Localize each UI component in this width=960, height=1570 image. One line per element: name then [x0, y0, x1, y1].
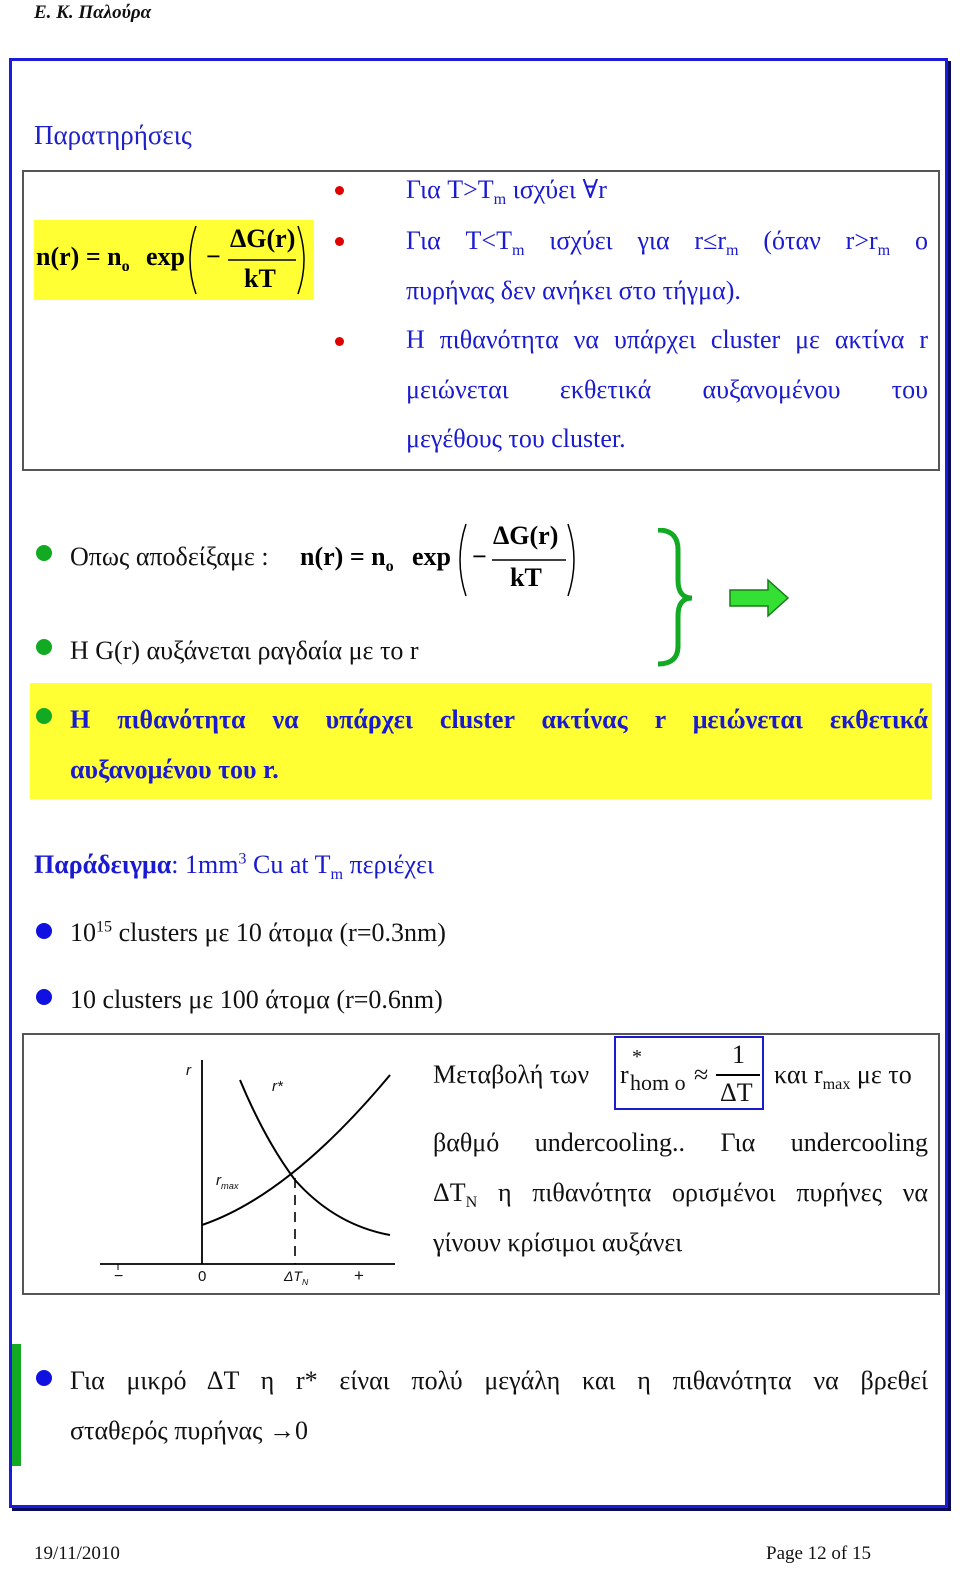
- section-title: Παρατηρήσεις: [34, 120, 192, 150]
- variation-approx: ≈: [694, 1060, 709, 1089]
- variation-star: *: [632, 1046, 642, 1068]
- variation-suffix: και $r_{max}$ με το: [774, 1060, 912, 1094]
- nucleation-graph: [90, 1050, 410, 1290]
- obs-line-3: Η πιθανότητα να υπάρχει cluster με ακτίνα r: [406, 325, 928, 354]
- x-tick-delta-tn: $\Delta T_N$: [284, 1268, 309, 1287]
- formula-num: ΔG(r): [230, 224, 296, 253]
- formula-highlight: [34, 220, 314, 300]
- bullet-dot: [335, 186, 344, 195]
- formula-exp: exp: [146, 242, 185, 271]
- bullet-dot: [335, 237, 344, 246]
- conclusion-line-2: αυξανομένου του r.: [70, 755, 279, 784]
- final-line-2: σταθερός πυρήνας →0: [70, 1416, 308, 1445]
- final-accent-bar: [12, 1344, 21, 1466]
- conclusion-line-1: Η πιθανότητα να υπάρχει cluster ακτίνας r μειώνεται εκθετικά: [70, 705, 928, 734]
- graph-curve-label: r*: [272, 1078, 283, 1095]
- variation-r: r: [620, 1060, 629, 1089]
- bullet-dot: [36, 639, 52, 655]
- proof-formula-den: kT: [510, 563, 542, 592]
- obs-line-3b: μειώνεται εκθετικά αυξανομένου του: [406, 375, 928, 404]
- bullet-dot: [36, 1370, 52, 1386]
- variation-formula-box: [614, 1036, 764, 1110]
- example-bullet-2: 10 clusters με 100 άτομα (r=0.6nm): [70, 985, 443, 1014]
- proof-formula-exp: exp: [412, 542, 451, 571]
- proof-formula-minus: −: [472, 542, 487, 571]
- r-star-curve: [240, 1080, 390, 1235]
- author-header: Ε. Κ. Παλούρα: [34, 2, 152, 23]
- proof-line-2: Η G(r) αυξάνεται ραγδαία με το r: [70, 636, 419, 665]
- variation-line-4: γίνουν κρίσιμοι αυξάνει: [433, 1228, 683, 1257]
- variation-line-2: βαθμό undercooling.. Για undercooling: [433, 1128, 928, 1157]
- x-tick-plus: +: [354, 1266, 364, 1285]
- obs-line-2b: πυρήνας δεν ανήκει στο τήγμα).: [406, 276, 741, 305]
- obs-line-3c: μεγέθους του cluster.: [406, 424, 626, 453]
- example-line: Παράδειγμα: $1mm^3$ Cu at $T_m$ περιέχει: [34, 850, 434, 884]
- proof-formula-num: ΔG(r): [493, 521, 559, 550]
- variation-num: 1: [732, 1040, 745, 1069]
- bullet-dot: [36, 989, 52, 1005]
- brace-arrow-icon: [650, 528, 800, 668]
- x-tick-zero: 0: [198, 1268, 207, 1285]
- bullet-dot: [335, 337, 344, 346]
- bullet-dot: [36, 923, 52, 939]
- variation-sub: hom o: [630, 1070, 686, 1095]
- formula-den: kT: [244, 264, 276, 293]
- variation-line-3: $\Delta T_N$ η πιθανότητα ορισμένοι πυρήνες να: [433, 1178, 928, 1212]
- bullet-dot: [36, 708, 52, 724]
- footer-date: 19/11/2010: [34, 1543, 120, 1564]
- graph-y-label: r: [186, 1062, 191, 1079]
- example-bullet-1: $10^{15}$ clusters με 10 άτομα (r=0.3nm): [70, 918, 446, 947]
- final-line-1: Για μικρό ΔT η r* είναι πολύ μεγάλη και η πιθανότητα να βρεθεί: [70, 1366, 928, 1395]
- obs-line-2: Για $T<T_m$ ισχύει για $r\le r_m$ (όταν $r>r_m$ ο: [406, 226, 929, 260]
- graph-rmax-label: $r_{max}$: [216, 1172, 239, 1191]
- bullet-dot: [36, 545, 52, 561]
- formula-lhs: $n(r) = n_o$: [36, 242, 130, 276]
- proof-prefix: Οπως αποδείξαμε :: [70, 542, 269, 571]
- proof-formula-lhs: $n(r) = n_o$: [300, 542, 394, 576]
- rmax-curve: [202, 1075, 390, 1225]
- fraction-bar: [716, 1074, 760, 1076]
- variation-prefix: Μεταβολή των: [433, 1060, 590, 1089]
- variation-den: ΔT: [720, 1078, 753, 1107]
- footer-page: Page 12 of 15: [766, 1543, 872, 1564]
- obs-line-1: Για $T>T_m$ ισχύει ∀r: [406, 175, 607, 209]
- formula-minus: −: [206, 242, 221, 271]
- x-tick-minus: −: [114, 1268, 124, 1285]
